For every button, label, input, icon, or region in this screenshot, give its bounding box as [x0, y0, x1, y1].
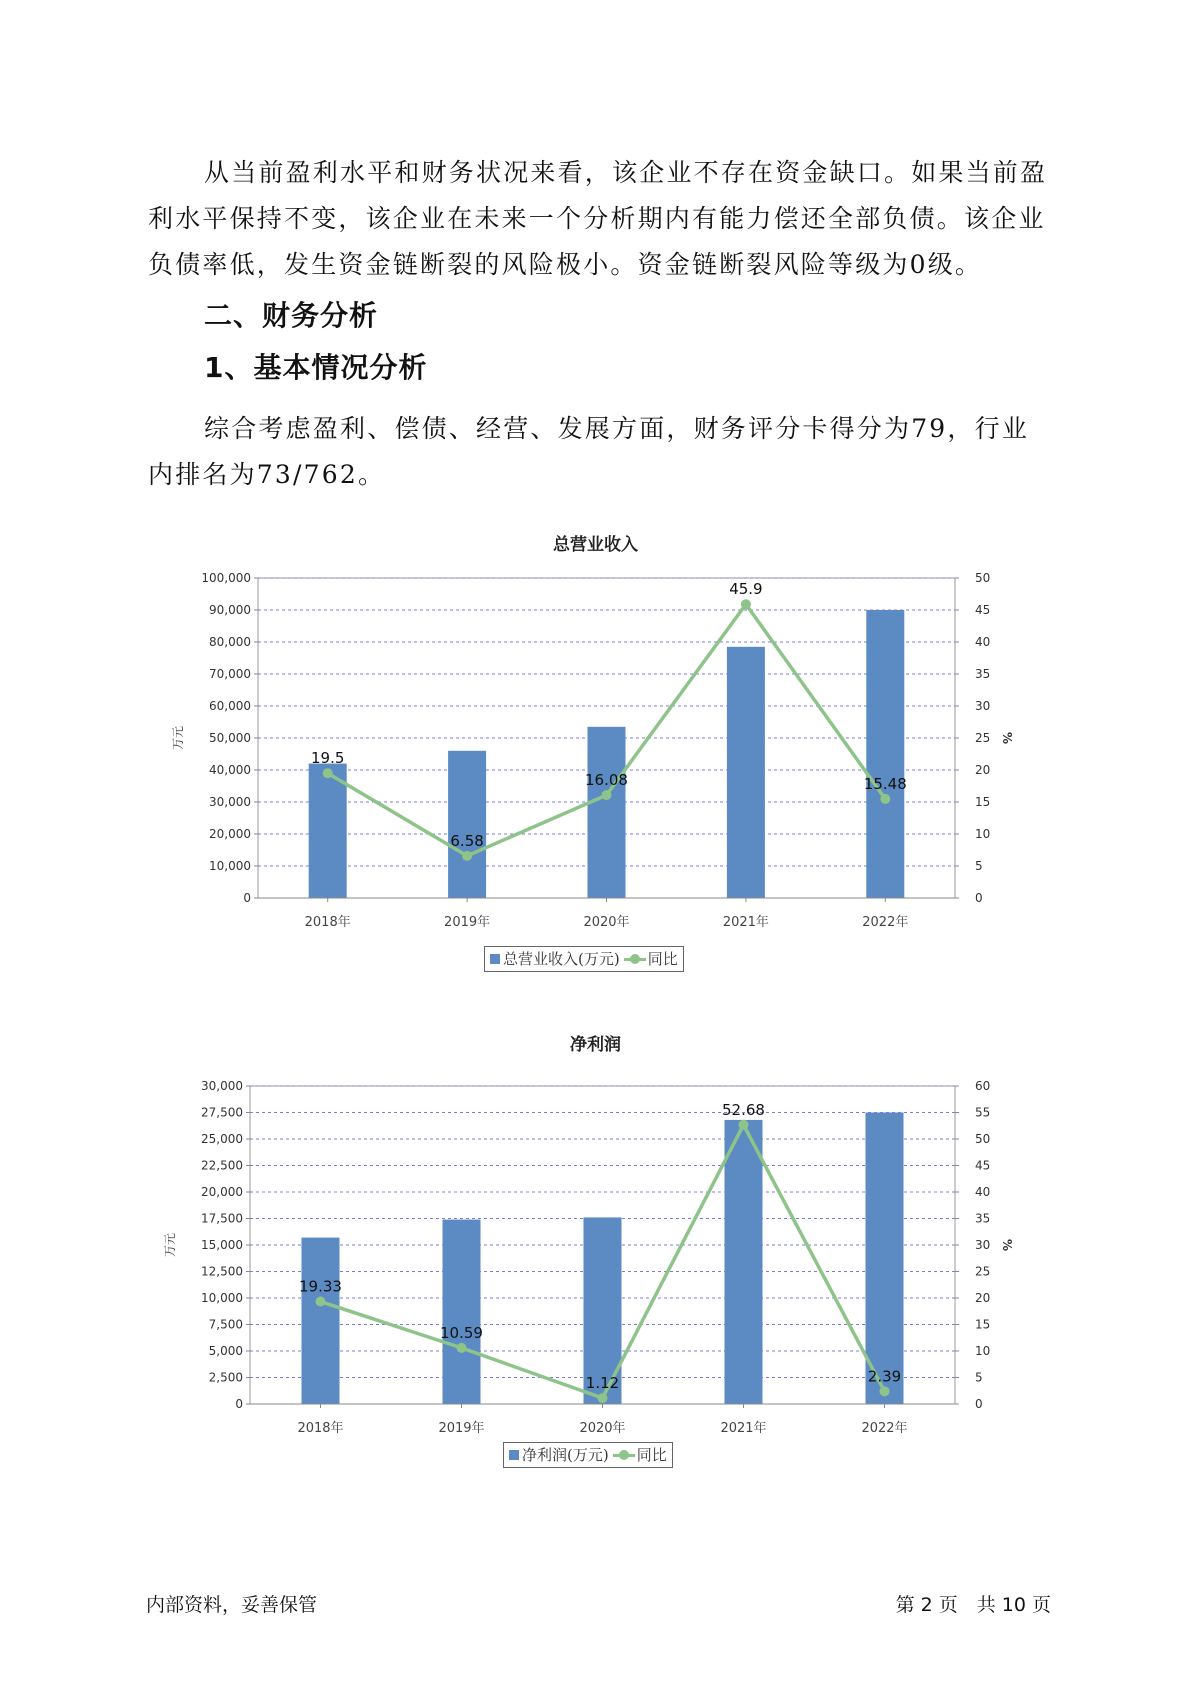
yoy-point: [741, 599, 751, 609]
y-tick-label: 100,000: [201, 571, 251, 585]
bar: [866, 610, 904, 898]
y-tick-label: 70,000: [209, 667, 251, 681]
y2-tick-label: 40: [975, 1185, 991, 1199]
bar: [725, 1120, 763, 1404]
y-tick-label: 12,500: [201, 1264, 243, 1279]
y2-tick-label: 50: [975, 571, 991, 585]
subsection-heading-basic-analysis: 1、基本情况分析: [204, 351, 428, 384]
data-label: 6.58: [450, 831, 484, 850]
y2-tick-label: 0: [975, 891, 983, 905]
x-tick-label: 2020年: [583, 915, 630, 930]
y2-tick-label: 25: [975, 1264, 991, 1279]
y-tick-label: 5,000: [208, 1344, 243, 1358]
x-tick-label: 2019年: [444, 915, 491, 930]
y-tick-label: 80,000: [209, 635, 251, 649]
yoy-point: [602, 790, 612, 800]
y2-tick-label: 5: [975, 1370, 983, 1385]
footer-confidential-note: 内部资料，妥善保管: [146, 1594, 318, 1616]
y-tick-label: 10,000: [201, 1291, 243, 1305]
line-legend-swatch: [613, 1449, 635, 1461]
x-tick-label: 2021年: [720, 1421, 767, 1436]
y-axis-label: 万元: [171, 725, 185, 751]
y2-tick-label: 40: [975, 635, 991, 649]
y-tick-label: 20,000: [209, 827, 251, 841]
y-tick-label: 20,000: [201, 1185, 243, 1199]
data-label: 10.59: [440, 1323, 483, 1342]
y-tick-label: 40,000: [209, 763, 251, 777]
y2-axis-label: %: [1000, 731, 1014, 745]
x-tick-label: 2019年: [438, 1421, 485, 1436]
y-tick-label: 0: [235, 1397, 243, 1411]
bar: [309, 764, 347, 898]
y-tick-label: 0: [243, 891, 251, 905]
data-label: 19.33: [299, 1277, 342, 1296]
x-tick-label: 2020年: [579, 1421, 626, 1436]
y2-tick-label: 10: [975, 827, 991, 841]
y2-tick-label: 10: [975, 1344, 991, 1358]
y2-axis-label: %: [1000, 1238, 1014, 1252]
y2-tick-label: 30: [975, 1238, 991, 1252]
y2-tick-label: 50: [975, 1132, 991, 1146]
x-tick-label: 2018年: [297, 1421, 344, 1436]
bar: [866, 1113, 904, 1405]
yoy-point: [880, 794, 890, 804]
chart-title-net-profit: 净利润: [570, 1035, 621, 1055]
chart-legend-net-profit: [503, 1442, 673, 1468]
y2-tick-label: 5: [975, 859, 983, 873]
y2-tick-label: 15: [975, 795, 991, 809]
y2-tick-label: 45: [975, 1158, 991, 1173]
y2-tick-label: 55: [975, 1105, 991, 1120]
net-profit-chart: [0, 1060, 1191, 1440]
y2-tick-label: 25: [975, 731, 991, 745]
y-tick-label: 30,000: [201, 1079, 243, 1093]
x-tick-label: 2018年: [304, 915, 351, 930]
data-label: 15.48: [863, 774, 907, 793]
bar: [443, 1220, 481, 1404]
legend-label-yoy: 同比: [636, 1446, 667, 1464]
legend-label-revenue: 总营业收入(万元): [503, 950, 620, 968]
data-label: 45.9: [729, 580, 763, 599]
paragraph-funding-gap: 从当前盈利水平和财务状况来看，该企业不存在资金缺口。如果当前盈利水平保持不变，该企业在未来一个分析期内有能力偿还全部负债。该企业负债率低，发生资金链断裂的风险极小。资金链断裂风险等级为0级。: [148, 158, 1048, 279]
y-axis-label: 万元: [163, 1232, 177, 1258]
yoy-point: [739, 1120, 749, 1130]
section-heading-financial-analysis: 二、财务分析: [204, 299, 379, 332]
data-label: 1.12: [585, 1374, 620, 1393]
y2-tick-label: 20: [975, 763, 991, 777]
chart-title-revenue: 总营业收入: [553, 535, 638, 555]
legend-label-net-profit: 净利润(万元): [522, 1446, 609, 1464]
x-tick-label: 2022年: [862, 915, 909, 930]
y-tick-label: 22,500: [201, 1158, 243, 1173]
yoy-point: [457, 1343, 467, 1353]
yoy-point: [316, 1297, 326, 1307]
line-legend-swatch: [624, 953, 646, 965]
x-tick-label: 2022年: [861, 1421, 908, 1436]
y-tick-label: 15,000: [201, 1238, 243, 1252]
y-tick-label: 25,000: [201, 1132, 243, 1146]
y2-tick-label: 20: [975, 1291, 991, 1305]
bar-legend-swatch: [490, 954, 500, 964]
bar: [727, 647, 765, 898]
y2-tick-label: 60: [975, 1079, 991, 1093]
y-tick-label: 17,500: [201, 1211, 243, 1226]
y-tick-label: 10,000: [209, 859, 251, 873]
yoy-point: [323, 768, 333, 778]
data-label: 52.68: [722, 1100, 765, 1119]
yoy-point: [462, 851, 472, 861]
paragraph-scorecard: 综合考虑盈利、偿债、经营、发展方面，财务评分卡得分为79，行业内排名为73/762。: [148, 414, 1030, 489]
y-tick-label: 60,000: [209, 699, 251, 713]
y2-tick-label: 0: [975, 1397, 983, 1411]
y2-tick-label: 35: [975, 1211, 991, 1226]
x-tick-label: 2021年: [722, 915, 769, 930]
data-label: 2.39: [867, 1367, 902, 1386]
y-tick-label: 27,500: [201, 1105, 243, 1120]
revenue-chart: [0, 560, 1191, 940]
y-tick-label: 50,000: [209, 731, 251, 745]
bar-legend-swatch: [509, 1450, 519, 1460]
y-tick-label: 30,000: [209, 795, 251, 809]
legend-label-yoy: 同比: [647, 950, 678, 968]
y-tick-label: 7,500: [208, 1317, 243, 1332]
chart-legend-revenue: [484, 946, 684, 972]
footer-page-number: 第 2 页 共 10 页: [895, 1594, 1051, 1616]
bar: [588, 727, 626, 898]
yoy-point: [880, 1386, 890, 1396]
y2-tick-label: 35: [975, 667, 991, 681]
yoy-point: [598, 1393, 608, 1403]
y-tick-label: 90,000: [209, 603, 251, 617]
y-tick-label: 2,500: [208, 1370, 243, 1385]
data-label: 19.5: [310, 749, 345, 768]
bar: [448, 751, 486, 898]
data-label: 16.08: [585, 771, 628, 790]
y2-tick-label: 45: [975, 603, 991, 617]
y2-tick-label: 30: [975, 699, 991, 713]
y2-tick-label: 15: [975, 1317, 991, 1332]
bar: [302, 1238, 340, 1404]
